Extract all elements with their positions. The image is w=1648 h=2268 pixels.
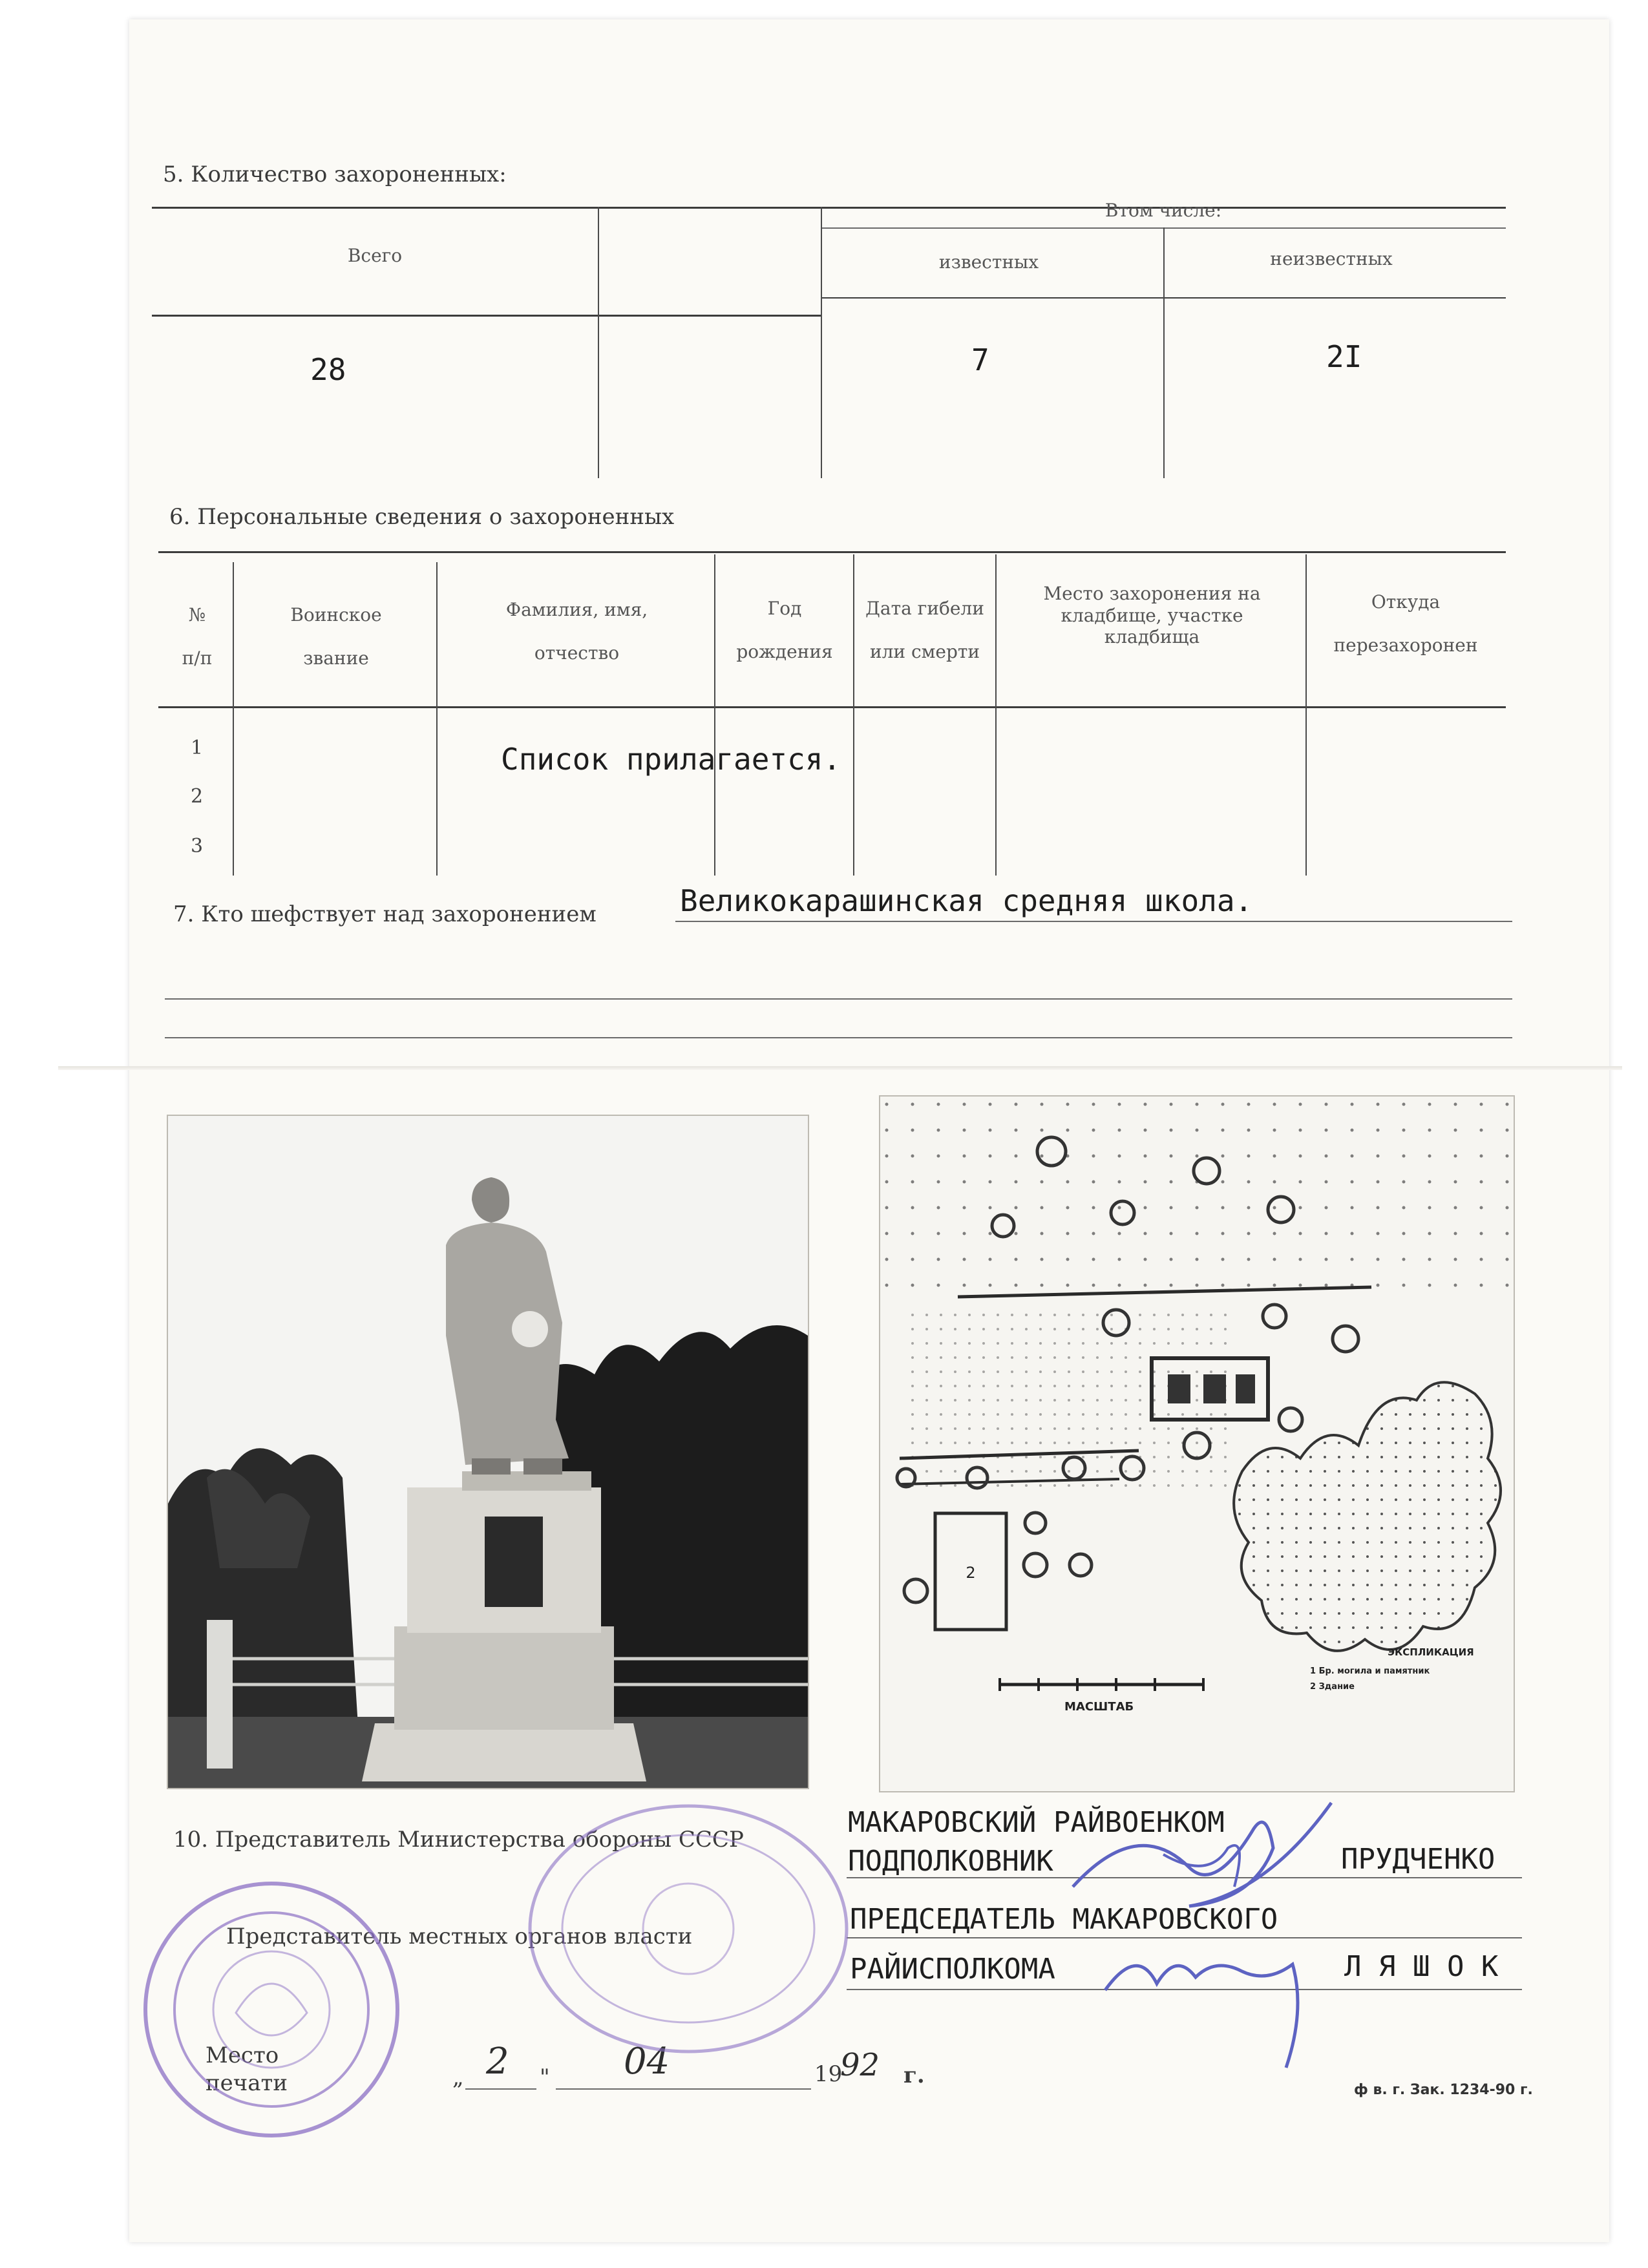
date-year-suffix: 92 <box>840 2047 880 2083</box>
s5-value-total: 28 <box>310 352 346 387</box>
s5-value-unknown: 2I <box>1326 339 1362 374</box>
s6-head-from: Откуда перезахоронен <box>1333 591 1478 656</box>
section10-label: 10. Представитель Министерства обороны СССР <box>173 1827 744 1853</box>
s10-line4-left: РАЙИСПОЛКОМА <box>850 1953 1055 1986</box>
date-day: 2 <box>486 2041 509 2083</box>
s5-col-including: Втом числе: <box>1104 200 1222 221</box>
print-info: ф в. г. Зак. 1234-90 г. <box>1354 2082 1533 2098</box>
s6-row-3: 3 <box>191 835 204 857</box>
date-g: г. <box>903 2063 925 2088</box>
s6-vline-6 <box>1305 554 1307 876</box>
s10-line1: МАКАРОВСКИЙ РАЙВОЕНКОМ <box>848 1806 1225 1839</box>
s5-top-line <box>152 207 1506 209</box>
section5-title: 5. Количество захороненных: <box>163 162 507 187</box>
section7-label: 7. Кто шефствует над захоронением <box>173 901 597 927</box>
s5-col-unknown: неизвестных <box>1270 248 1393 269</box>
s6-head-num: № п/п <box>182 604 213 669</box>
stamp-round-center <box>520 1800 856 2058</box>
s6-head-name: Фамилия, имя, отчество <box>505 599 648 664</box>
s5-col-total: Всего <box>347 245 403 266</box>
s6-vline-2 <box>436 562 438 876</box>
s10-line2-right: ПРУДЧЕНКО <box>1341 1843 1495 1876</box>
s10-local-label: Представитель местных органов власти <box>226 1924 693 1949</box>
s10-line4-right: Л Я Ш О К <box>1344 1950 1499 1983</box>
s6-top-line <box>158 551 1506 553</box>
section7-value: Великокарашинская средняя школа. <box>680 883 1253 918</box>
s6-head-birth: Год рождения <box>736 598 833 663</box>
stamp-round-left <box>139 1877 404 2142</box>
s6-vline-5 <box>995 554 997 876</box>
s5-col-known: известных <box>938 251 1039 273</box>
site-plan <box>879 1095 1515 1792</box>
date-quote-close: " <box>540 2064 550 2090</box>
s5-header-bottom <box>152 315 821 317</box>
s5-vline-3 <box>1163 227 1165 478</box>
site-plan-drawing <box>880 1097 1514 1791</box>
s7-line-3 <box>165 1037 1512 1038</box>
s6-typed-note: Список прилагается. <box>501 742 841 777</box>
s10-line2-left: ПОДПОЛКОВНИК <box>848 1845 1053 1878</box>
section6-title: 6. Персональные сведения о захороненных <box>169 504 675 530</box>
s5-vline-1 <box>598 207 599 478</box>
s6-vline-1 <box>233 562 234 876</box>
s6-row-1: 1 <box>191 737 204 759</box>
plan-plot-number: 2 <box>966 1564 976 1582</box>
s6-head-place: Место захоронения на кладбище, участке кладбища <box>1043 583 1261 648</box>
s6-row-2: 2 <box>191 785 204 808</box>
s10-stamp-place: Место печати <box>206 2042 288 2096</box>
date-month-line <box>556 2088 811 2090</box>
s6-head-rank: Воинское звание <box>290 604 382 669</box>
s5-vline-2 <box>821 207 822 478</box>
s7-line-2 <box>165 998 1512 1000</box>
s6-head-death: Дата гибели или смерти <box>865 598 984 663</box>
date-day-line <box>465 2088 536 2090</box>
date-month: 04 <box>624 2041 670 2083</box>
s10-line3: ПРЕДСЕДАТЕЛЬ МАКАРОВСКОГО <box>850 1903 1278 1936</box>
s5-value-known: 7 <box>971 342 989 377</box>
date-quote-open: „ <box>452 2064 464 2090</box>
plan-legend-title: ЭКСПЛИКАЦИЯ <box>1388 1646 1474 1658</box>
monument-photo-image <box>168 1116 808 1788</box>
s6-vline-3 <box>714 554 715 876</box>
fold-crease <box>58 1066 1622 1070</box>
plan-legend-item-1: 1 Бр. могила и памятник <box>1310 1666 1430 1676</box>
date-year-prefix: 19 <box>814 2061 843 2087</box>
plan-scale-label: МАСШТАБ <box>1064 1700 1134 1714</box>
signature-2 <box>1099 1932 1370 2081</box>
s7-line-1 <box>675 921 1512 922</box>
monument-photo <box>167 1115 809 1789</box>
s6-header-bottom <box>158 706 1506 708</box>
plan-legend-item-2: 2 Здание <box>1310 1682 1355 1692</box>
